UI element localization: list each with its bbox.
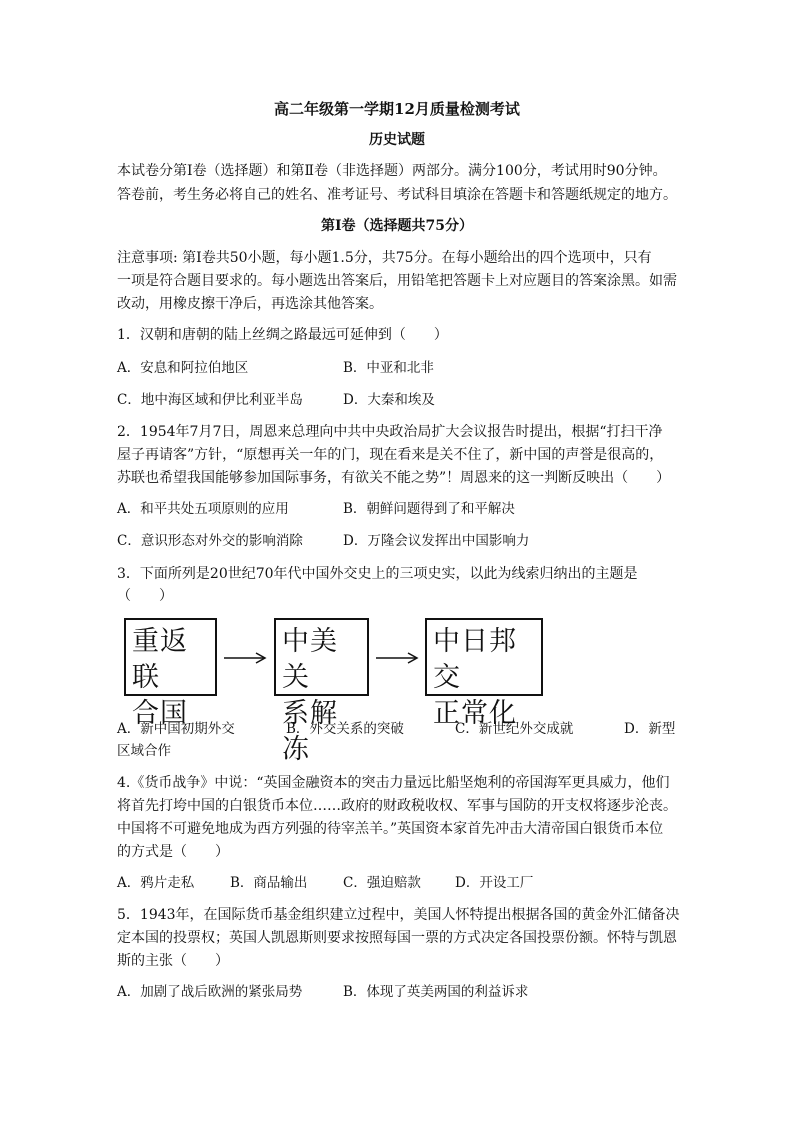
section-title: 第Ⅰ卷（选择题共75分） [320,218,474,234]
arrow-icon-1 [222,648,268,668]
event-box-1-line-2: 合国 [132,698,188,729]
question-2-stem-3: 苏联也希望我国能够参加国际事务，有欲关不能之势”！周恩来的这一判断反映出（ ） [117,470,671,486]
question-3-stem-2: （ ） [117,588,173,604]
q1-option-a: A．安息和阿拉伯地区 [117,360,249,376]
event-box-2-line-1: 中美关 [282,626,338,693]
notes-line-2: 一项是符合题目要求的。每小题选出答案后，用铅笔把答题卡上对应题目的答案涂黑。如需 [117,273,677,289]
q4-option-a: A．鸦片走私 [117,875,195,891]
event-box-1 [124,618,217,729]
question-4-stem-3: 中国将不可避免地成为西方列强的待宰羔羊。”英国资本家首先冲击大清帝国白银货币本位 [117,821,664,837]
q4-option-c: C．强迫赔款 [343,875,421,891]
q3-option-d: D．新型 [624,721,676,737]
question-2-stem-2: 屋子再请客”方针，“原想再关一年的门，现在看来是关不住了，新中国的声誉是很高的， [117,447,664,463]
question-4-stem-4: 的方式是（ ） [117,844,229,860]
event-box-1-line-1: 重返联 [132,626,188,693]
question-1-stem: 1．汉朝和唐朝的陆上丝绸之路最远可延伸到（ ） [117,327,448,343]
event-box-2-line-2: 系解冻 [282,698,338,765]
event-box-3-line-2: 正常化 [433,698,517,729]
q1-option-c: C．地中海区域和伊比利亚半岛 [117,392,303,408]
q5-option-a: A．加剧了战后欧洲的紧张局势 [117,984,303,1000]
q5-option-b: B．体现了英美两国的利益诉求 [343,984,529,1000]
q2-option-b: B．朝鲜问题得到了和平解决 [343,501,515,517]
arrow-icon-2 [374,648,420,668]
notes-line-1: 注意事项: 第Ⅰ卷共50小题，每小题1.5分，共75分。在每小题给出的四个选项中，只有 [117,250,652,266]
question-5-stem-3: 斯的主张（ ） [117,953,229,969]
question-4-stem-2: 将首先打垮中国的白银货币本位……政府的财政税收权、军事与国防的开支权将逐步沦丧。 [117,798,677,814]
exam-title: 高二年级第一学期12月质量检测考试 [274,100,520,118]
subject-title: 历史试题 [369,132,425,148]
question-3-stem-1: 3．下面所列是20世纪70年代中国外交史上的三项史实，以此为线索归纳出的主题是 [117,566,638,582]
q1-option-d: D．大秦和埃及 [343,392,435,408]
question-5-stem-1: 5．1943年，在国际货币基金组织建立过程中，美国人怀特提出根据各国的黄金外汇储备决 [117,907,680,923]
notes-line-3: 改动，用橡皮擦干净后，再选涂其他答案。 [117,296,383,312]
q1-option-b: B．中亚和北非 [343,360,434,376]
question-2-stem-1: 2．1954年7月7日，周恩来总理向中共中央政治局扩大会议报告时提出，根据“打扫干净 [117,424,663,440]
q2-option-a: A．和平共处五项原则的应用 [117,501,289,517]
event-box-3 [425,618,543,729]
question-4-stem-1: 4.《货币战争》中说：“英国金融资本的突击力量远比船坚炮利的帝国海军更具威力，他们 [117,775,670,791]
question-5-stem-2: 定本国的投票权；英国人凯恩斯则要求按照每国一票的方式决定各国投票份额。怀特与凯恩 [117,930,677,946]
q3-option-d-continued: 区域合作 [117,743,171,759]
q4-option-d: D．开设工厂 [455,875,534,891]
q3-option-c: C．新世纪外交成就 [455,721,574,737]
intro-line-2: 答卷前，考生务必将自己的姓名、准考证号、考试科目填涂在答题卡和答题纸规定的地方。 [117,187,677,203]
q2-option-d: D．万隆会议发挥出中国影响力 [343,533,530,549]
q3-option-b: B．外交关系的突破 [286,721,404,737]
q4-option-b: B．商品输出 [230,875,308,891]
intro-line-1: 本试卷分第Ⅰ卷（选择题）和第Ⅱ卷（非选择题）两部分。满分100分，考试用时90分钟。 [117,163,667,179]
event-box-3-line-1: 中日邦交 [433,626,517,693]
q3-option-a: A．新中国初期外交 [117,721,235,737]
q2-option-c: C．意识形态对外交的影响消除 [117,533,303,549]
